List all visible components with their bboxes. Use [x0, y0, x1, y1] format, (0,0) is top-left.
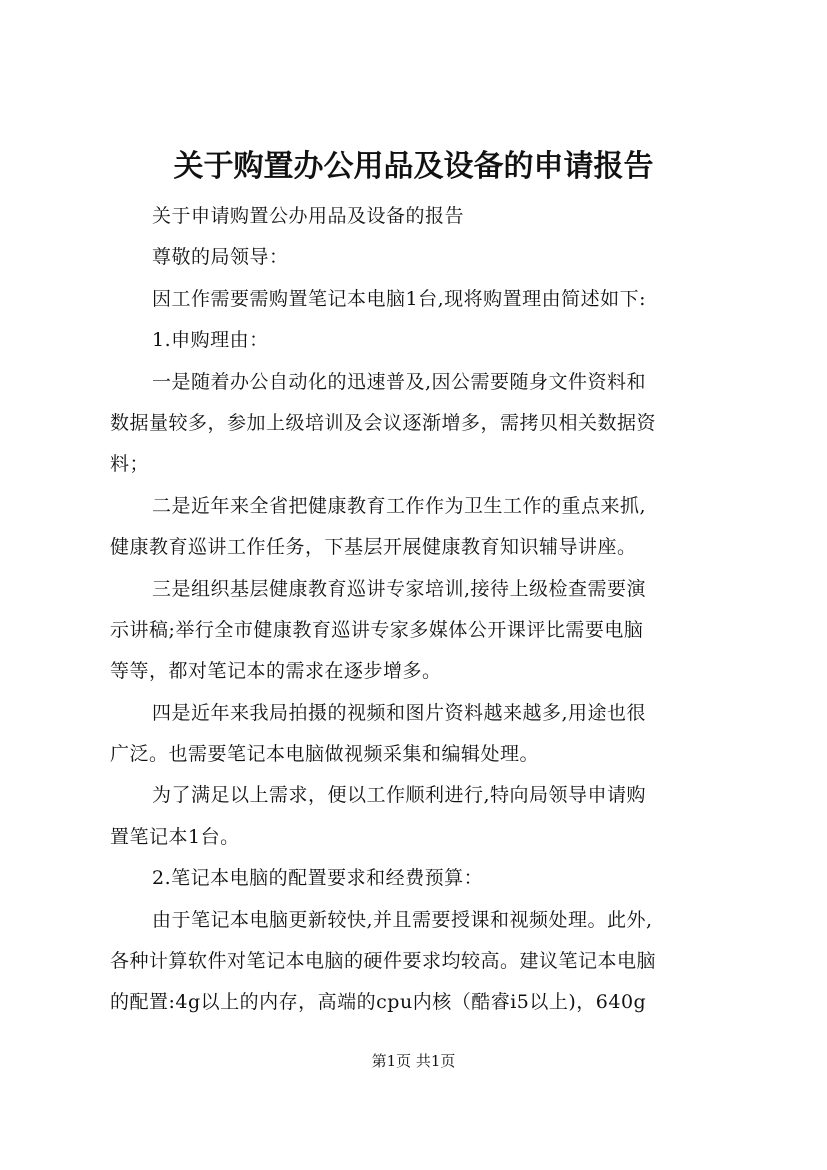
page-footer: 第1页 共1页	[371, 1052, 456, 1070]
paragraph-line: 四是近年来我局拍摄的视频和图片资料越来越多,用途也很	[152, 701, 647, 724]
paragraph-line: 的配置:4g以上的内存，高端的cpu内核（酷睿i5以上)，640g	[110, 991, 647, 1014]
paragraph-line: 尊敬的局领导：	[152, 246, 289, 269]
paragraph-line: 一是随着办公自动化的迅速普及,因公需要随身文件资料和	[152, 370, 647, 393]
document-title: 关于购置办公用品及设备的申请报告	[173, 149, 654, 184]
paragraph-line: 健康教育巡讲工作任务，下基层开展健康教育知识辅导讲座。	[110, 536, 637, 559]
paragraph-line: 由于笔记本电脑更新较快,并且需要授课和视频处理。此外,	[152, 908, 653, 931]
paragraph-line: 2.笔记本电脑的配置要求和经费预算：	[152, 867, 484, 890]
paragraph-line: 关于申请购置公办用品及设备的报告	[152, 205, 465, 227]
paragraph-line: 置笔记本1台。	[110, 825, 240, 848]
paragraph-line: 料；	[110, 453, 150, 476]
paragraph-line: 数据量较多，参加上级培训及会议逐渐增多，需拷贝相关数据资	[110, 411, 657, 434]
paragraph-line: 示讲稿;举行全市健康教育巡讲专家多媒体公开课评比需要电脑	[110, 618, 644, 641]
document-body	[110, 196, 740, 1024]
paragraph-line: 1.申购理由：	[152, 329, 269, 352]
paragraph-line: 等等，都对笔记本的需求在逐步增多。	[110, 660, 442, 683]
paragraph-line: 为了满足以上需求，便以工作顺利进行,特向局领导申请购	[152, 784, 647, 807]
paragraph-line: 广泛。也需要笔记本电脑做视频采集和编辑处理。	[110, 743, 540, 766]
paragraph-line: 三是组织基层健康教育巡讲专家培训,接待上级检查需要演	[152, 577, 647, 600]
paragraph-line: 各种计算软件对笔记本电脑的硬件要求均较高。建议笔记本电脑	[110, 950, 657, 973]
paragraph-line: 二是近年来全省把健康教育工作作为卫生工作的重点来抓,	[152, 494, 647, 517]
paragraph-line: 因工作需要需购置笔记本电脑1台,现将购置理由简述如下:	[152, 287, 647, 310]
